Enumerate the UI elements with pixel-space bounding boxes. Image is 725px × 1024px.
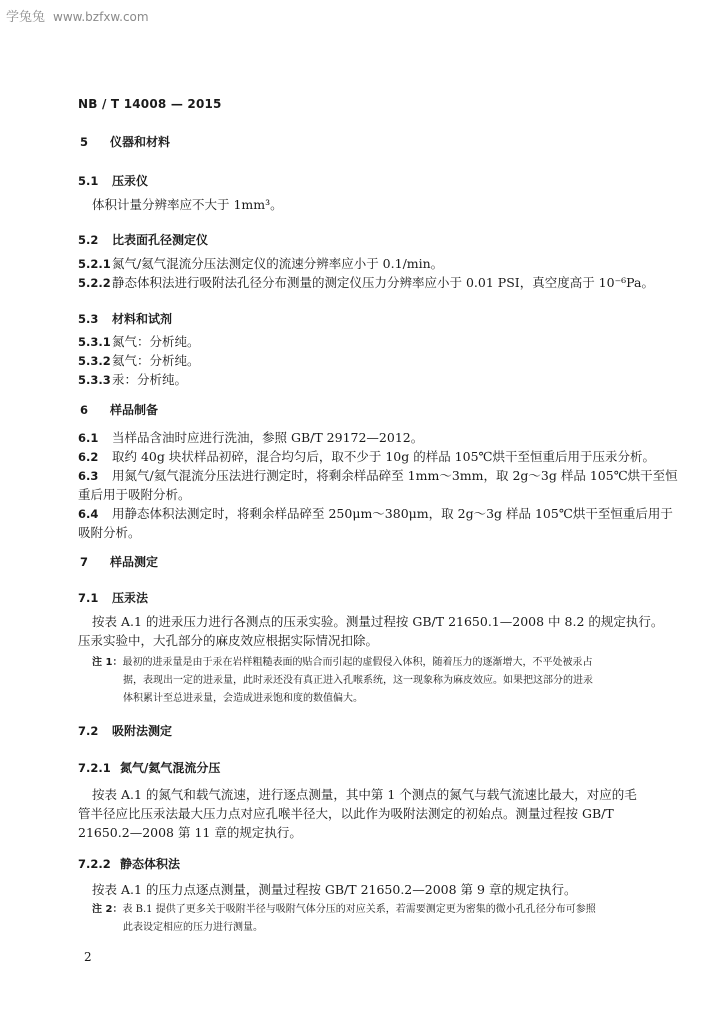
section-5-1-title: 压汞仪 [112, 174, 149, 188]
section-7-2-1-heading [78, 760, 220, 776]
section-5-3-title: 材料和试剂 [112, 312, 173, 326]
section-5-2-heading [78, 232, 208, 248]
section-6-number: 6 [80, 403, 89, 417]
clause-6-2-number: 6.2 [78, 450, 99, 464]
section-7-2-2-number: 7.2.2 [78, 857, 111, 871]
clause-6-3-text: 用氮气/氦气混流分压法进行测定时，将剩余样品碎至 1mm～3mm，取 2g～3g 样品 105℃烘干至恒 [112, 468, 678, 483]
section-5-2-number: 5.2 [78, 233, 99, 247]
clause-5-2-1-text: 氮气/氦气混流分压法测定仪的流速分辨率应小于 0.1/min。 [112, 256, 444, 271]
section-7-2-2-heading [78, 856, 180, 872]
watermark-url: www.bzfxw.com [53, 10, 149, 24]
section-7-2-2-line-1: 按表 A.1 的压力点逐点测量，测量过程按 GB/T 21650.2—2008 第 9 章的规定执行。 [92, 882, 577, 897]
clause-6-4-text: 用静态体积法测定时，将剩余样品碎至 250μm～380μm，取 2g～3g 样品 105℃烘干至恒重后用于 [112, 506, 673, 521]
section-5-title: 仪器和材料 [110, 135, 171, 149]
note-2-label: 注 2： [92, 904, 123, 915]
section-7-2-2-title: 静态体积法 [120, 857, 181, 871]
clause-5-3-2 [78, 353, 200, 369]
page-number: 2 [84, 950, 92, 964]
section-7-title: 样品测定 [110, 555, 159, 569]
clause-6-4-line-1 [78, 506, 673, 522]
section-7-2-number: 7.2 [78, 724, 99, 738]
clause-6-1-number: 6.1 [78, 431, 99, 445]
section-7-2-1-line-1: 按表 A.1 的氮气和载气流速，进行逐点测量，其中第 1 个测点的氮气与载气流速比最大，对应的毛 [92, 787, 637, 802]
clause-6-3-number: 6.3 [78, 469, 99, 483]
clause-6-4-number: 6.4 [78, 507, 99, 521]
section-7-number: 7 [80, 555, 89, 569]
clause-5-3-3-text: 汞：分析纯。 [112, 372, 188, 387]
watermark-site-name: 学兔兔 [6, 10, 46, 25]
note-1-label: 注 1： [92, 657, 123, 668]
note-1-line-3: 体积累计至总进汞量，会造成进汞饱和度的数值偏大。 [123, 693, 363, 704]
section-7-2-1-line-3: 21650.2—2008 第 11 章的规定执行。 [78, 825, 302, 840]
section-6-heading [80, 402, 158, 418]
section-7-1-title: 压汞法 [112, 591, 149, 605]
section-7-1-line-1: 按表 A.1 的进汞压力进行各测点的压汞实验。测量过程按 GB/T 21650.1—2008 中 8.2 的规定执行。 [92, 614, 664, 629]
note-2-line-1 [92, 903, 596, 917]
clause-5-2-2-number: 5.2.2 [78, 276, 111, 290]
section-5-3-heading [78, 311, 172, 327]
clause-5-3-1-text: 氮气：分析纯。 [112, 334, 200, 349]
section-7-heading [80, 554, 158, 570]
section-5-number: 5 [80, 135, 89, 149]
clause-6-1-text: 当样品含油时应进行洗油，参照 GB/T 29172—2012。 [112, 430, 424, 445]
section-7-2-1-title: 氮气/氦气混流分压 [120, 761, 221, 775]
clause-5-2-1-number: 5.2.1 [78, 257, 111, 271]
clause-6-2 [78, 449, 655, 465]
clause-6-2-text: 取约 40g 块状样品初碎，混合均匀后，取不少于 10g 的样品 105℃烘干至恒重后用于压汞分析。 [112, 449, 656, 464]
clause-6-4-line-2: 吸附分析。 [78, 525, 141, 540]
section-5-heading [80, 134, 170, 150]
clause-6-3-line-1 [78, 468, 678, 484]
clause-5-3-2-text: 氦气：分析纯。 [112, 353, 200, 368]
clause-6-3-line-2: 重后用于吸附分析。 [78, 487, 191, 502]
section-7-1-line-2: 压汞实验中，大孔部分的麻皮效应根据实际情况扣除。 [78, 633, 379, 648]
section-5-1-heading [78, 173, 148, 189]
standard-code-header: NB / T 14008 — 2015 [78, 97, 222, 111]
section-7-1-number: 7.1 [78, 591, 99, 605]
note-1-line-2: 据，表现出一定的进汞量，此时汞还没有真正进入孔喉系统，这一现象称为麻皮效应。如果把这部分的进汞 [123, 675, 593, 686]
site-watermark [6, 6, 149, 25]
section-5-1-body: 体积计量分辨率应不大于 1mm³。 [92, 197, 283, 212]
clause-5-3-1-number: 5.3.1 [78, 335, 111, 349]
note-1-line-1 [92, 656, 592, 670]
note-2-line-2: 此表设定相应的压力进行测量。 [123, 922, 263, 933]
section-5-1-number: 5.1 [78, 174, 99, 188]
section-6-title: 样品制备 [110, 403, 159, 417]
clause-5-2-2-text: 静态体积法进行吸附法孔径分布测量的测定仪压力分辨率应小于 0.01 PSI，真空度高于 10⁻⁶Pa。 [112, 275, 654, 290]
clause-5-3-3 [78, 372, 187, 388]
clause-5-3-3-number: 5.3.3 [78, 373, 111, 387]
section-5-3-number: 5.3 [78, 312, 99, 326]
clause-6-1 [78, 430, 423, 446]
note-2-text: 表 B.1 提供了更多关于吸附半径与吸附气体分压的对应关系，若需要测定更为密集的微小孔孔径分布可参照 [122, 904, 596, 915]
clause-5-3-1 [78, 334, 200, 350]
section-7-1-heading [78, 590, 148, 606]
section-7-2-heading [78, 723, 172, 739]
section-7-2-1-line-2: 管半径应比压汞法最大压力点对应孔喉半径大，以此作为吸附法测定的初始点。测量过程按 GB/T [78, 806, 614, 821]
section-5-2-title: 比表面孔径测定仪 [112, 233, 209, 247]
clause-5-2-1 [78, 256, 443, 272]
clause-5-3-2-number: 5.3.2 [78, 354, 111, 368]
clause-5-2-2 [78, 275, 654, 291]
note-1-text: 最初的进汞量是由于汞在岩样粗糙表面的贴合而引起的虚假侵入体积，随着压力的逐渐增大，不平处被汞占 [122, 657, 593, 668]
section-7-2-title: 吸附法测定 [112, 724, 173, 738]
section-7-2-1-number: 7.2.1 [78, 761, 111, 775]
